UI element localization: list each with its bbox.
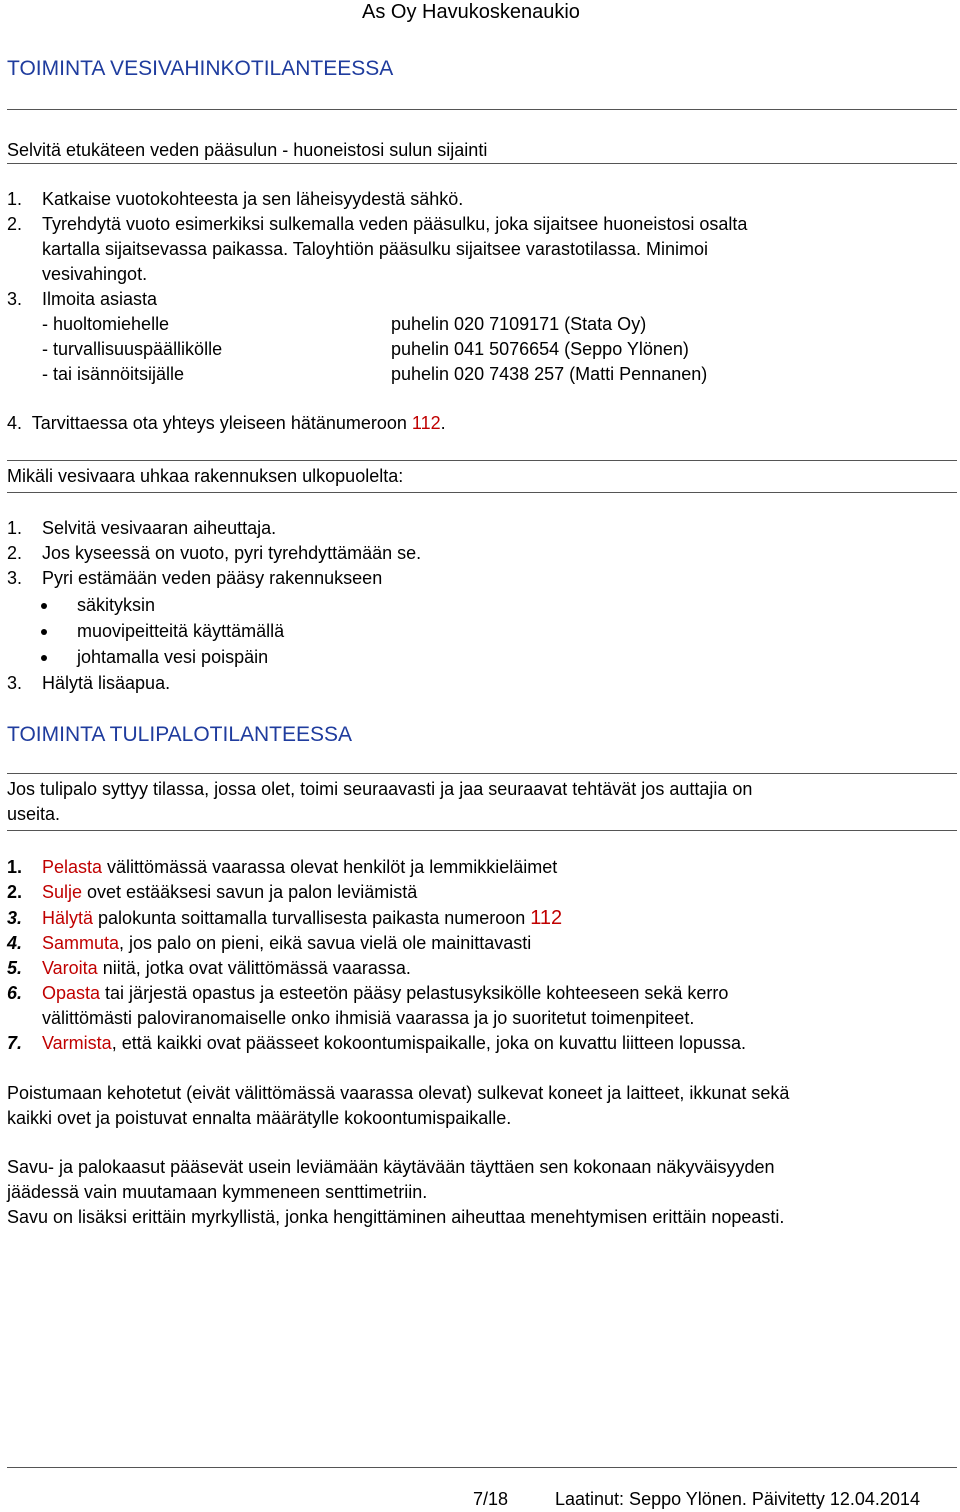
contact-phone: puhelin 020 7438 257 (Matti Pennanen)	[391, 364, 708, 384]
fire-step-3	[7, 906, 562, 931]
evacuation-paragraph-line-2: kaikki ovet ja poistuvat ennalta määrätylle kokoontumispaikalle.	[7, 1108, 512, 1128]
step-number: 3.	[7, 673, 23, 693]
emergency-number: 112	[530, 907, 563, 929]
step-number: 2.	[7, 543, 23, 563]
fire-intro-line-2: useita.	[7, 804, 61, 824]
water-step-1: Katkaise vuotokohteesta ja sen läheisyydestä sähkö.	[42, 189, 464, 209]
outside-section-title: Mikäli vesivaara uhkaa rakennuksen ulkopuolelta:	[7, 466, 404, 486]
water-step-2-line-3: vesivahingot.	[42, 264, 148, 284]
water-step-2-line-2: kartalla sijaitsevassa paikassa. Taloyhtiön pääsulku sijaitsee varastotilassa. Minimoi	[42, 239, 708, 259]
toxicity-paragraph: Savu on lisäksi erittäin myrkyllistä, jonka hengittäminen aiheuttaa menehtymisen erittäin nopeasti.	[7, 1207, 785, 1227]
step-keyword: Varoita	[42, 958, 98, 978]
contact-role: - tai isännöitsijälle	[42, 364, 185, 384]
contact-role: - turvallisuuspäällikölle	[42, 339, 223, 359]
step-number: 1.	[7, 518, 23, 538]
step-keyword: Hälytä	[42, 908, 94, 928]
step-number: 7.	[7, 1033, 23, 1053]
step-number: 4.	[7, 933, 23, 953]
step-keyword: Varmista	[42, 1033, 112, 1053]
fire-step-6-continued: välittömästi paloviranomaiselle onko ihmisiä vaarassa ja jo suoritetut toimenpiteet.	[42, 1008, 695, 1028]
water-intro: Selvitä etukäteen veden pääsulun - huoneistosi sulun sijainti	[7, 140, 488, 160]
step-number: 3.	[7, 568, 23, 588]
step-number: 5.	[7, 958, 23, 978]
step-number: 1.	[7, 189, 23, 209]
step-text: niitä, jotka ovat välittömässä vaarassa.	[97, 958, 411, 978]
step-text: tai järjestä opastus ja esteetön pääsy pelastusyksikölle kohteeseen sekä kerro	[100, 983, 729, 1003]
outside-step-3: Pyri estämään veden pääsy rakennukseen	[42, 568, 383, 588]
smoke-paragraph-line-2: jäädessä vain muutamaan kymmeneen senttimetriin.	[7, 1182, 428, 1202]
bullet-icon	[41, 629, 47, 635]
fire-section-title: TOIMINTA TULIPALOTILANTEESSA	[7, 723, 353, 746]
evacuation-paragraph-line-1: Poistumaan kehotetut (eivät välittömässä vaarassa olevat) sulkevat koneet ja laitteet, ikkunat sekä	[7, 1083, 790, 1103]
water-step-4	[7, 411, 446, 436]
fire-step-2	[7, 880, 417, 905]
step-keyword: Opasta	[42, 983, 101, 1003]
footer-divider	[7, 1467, 957, 1468]
step-number: 2.	[7, 882, 23, 902]
water-step-3: Ilmoita asiasta	[42, 289, 158, 309]
contact-phone: puhelin 041 5076654 (Seppo Ylönen)	[391, 339, 689, 359]
step-text: , että kaikki ovat päässeet kokoontumispaikalle, joka on kuvattu liitteen lopussa.	[111, 1033, 747, 1053]
step-text: välittömässä vaarassa olevat henkilöt ja lemmikkieläimet	[102, 857, 558, 877]
divider	[7, 163, 957, 164]
step-4-text: 4. Tarvittaessa ota yhteys yleiseen hätänumeroon	[7, 413, 412, 433]
divider	[7, 492, 957, 493]
outside-step-4: Hälytä lisäapua.	[42, 673, 171, 693]
outside-step-2: Jos kyseessä on vuoto, pyri tyrehdyttämään se.	[42, 543, 422, 563]
step-number: 1.	[7, 857, 23, 877]
divider	[7, 773, 957, 774]
divider	[7, 460, 957, 461]
fire-step-4	[7, 931, 531, 956]
bullet-item: johtamalla vesi poispäin	[77, 647, 269, 667]
fire-step-6	[7, 981, 728, 1006]
step-text: , jos palo on pieni, eikä savua vielä ole mainittavasti	[119, 933, 532, 953]
fire-step-7	[7, 1031, 746, 1056]
bullet-icon	[41, 603, 47, 609]
step-text: ovet estääksesi savun ja palon leviämistä	[82, 882, 418, 902]
step-number: 3.	[7, 908, 23, 928]
page-number: 7/18	[473, 1489, 509, 1509]
divider	[7, 830, 957, 831]
bullet-icon	[41, 655, 47, 661]
footer-meta: Laatinut: Seppo Ylönen. Päivitetty 12.04.2014	[555, 1489, 920, 1509]
contact-phone: puhelin 020 7109171 (Stata Oy)	[391, 314, 647, 334]
fire-step-5	[7, 956, 411, 981]
step-keyword: Pelasta	[42, 857, 103, 877]
fire-intro-line-1: Jos tulipalo syttyy tilassa, jossa olet, toimi seuraavasti ja jaa seuraavat tehtävät jos auttajia on	[7, 779, 753, 799]
emergency-number: 112	[411, 413, 441, 433]
company-name: As Oy Havukoskenaukio	[362, 1, 580, 23]
outside-step-1: Selvitä vesivaaran aiheuttaja.	[42, 518, 277, 538]
fire-step-1	[7, 855, 557, 880]
smoke-paragraph-line-1: Savu- ja palokaasut pääsevät usein leviämään käytävään täyttäen sen kokonaan näkyväisyyden	[7, 1157, 775, 1177]
step-4-end: .	[440, 413, 446, 433]
step-number: 6.	[7, 983, 23, 1003]
step-text: palokunta soittamalla turvallisesta paikasta numeroon	[93, 908, 531, 928]
step-number: 3.	[7, 289, 23, 309]
bullet-item: muovipeitteitä käyttämällä	[77, 621, 285, 641]
bullet-item: säkityksin	[77, 595, 156, 615]
water-section-title: TOIMINTA VESIVAHINKOTILANTEESSA	[7, 57, 394, 80]
contact-role: - huoltomiehelle	[42, 314, 170, 334]
water-step-2-line-1: Tyrehdytä vuoto esimerkiksi sulkemalla veden pääsulku, joka sijaitsee huoneistosi osalta	[42, 214, 748, 234]
step-keyword: Sulje	[42, 882, 83, 902]
divider	[7, 109, 957, 110]
step-keyword: Sammuta	[42, 933, 120, 953]
step-number: 2.	[7, 214, 23, 234]
